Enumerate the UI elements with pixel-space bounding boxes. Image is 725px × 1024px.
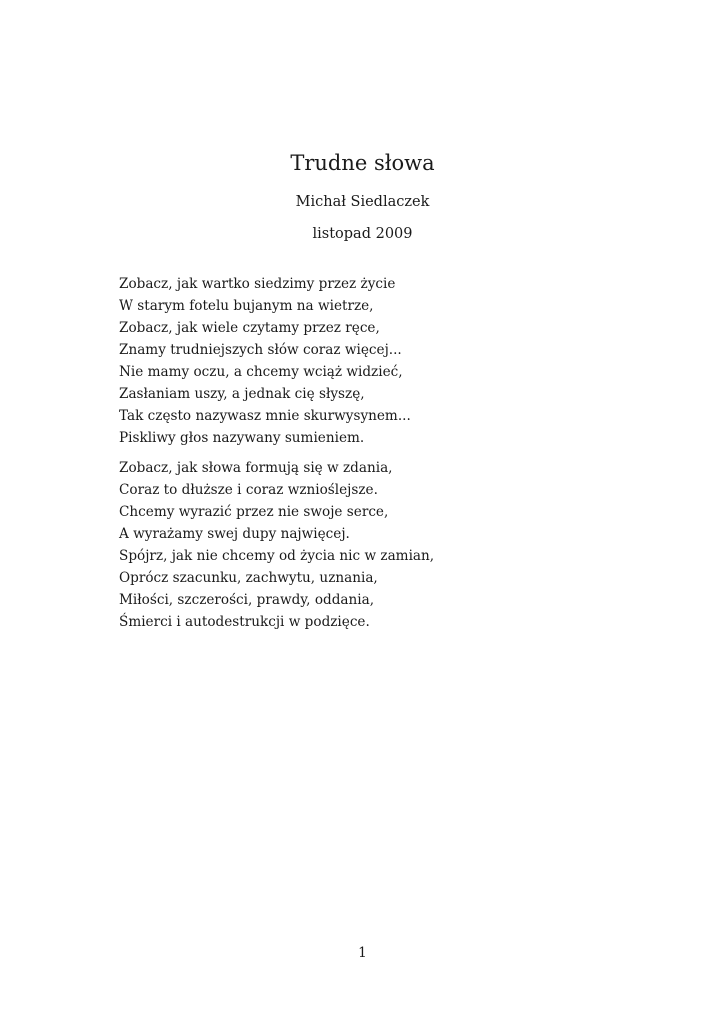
poem-line: Zobacz, jak słowa formują się w zdania, xyxy=(119,460,393,476)
poem-line: Znamy trudniejszych słów coraz więcej... xyxy=(119,342,402,358)
poem-line: Miłości, szczerości, prawdy, oddania, xyxy=(119,592,375,608)
poem-line: Zobacz, jak wartko siedzimy przez życie xyxy=(119,276,396,292)
stanza-1 xyxy=(119,273,639,449)
poem-line: Zobacz, jak wiele czytamy przez ręce, xyxy=(119,320,380,336)
stanza-2 xyxy=(119,457,639,633)
poem-line: Nie mamy oczu, a chcemy wciąż widzieć, xyxy=(119,364,403,380)
poem-line: Piskliwy głos nazywany sumieniem. xyxy=(119,430,365,446)
author-name: Michał Siedlaczek xyxy=(295,194,430,210)
poem-line: Zasłaniam uszy, a jednak cię słyszę, xyxy=(119,386,365,402)
poem-line: Chcemy wyrazić przez nie swoje serce, xyxy=(119,504,389,520)
page-number: 1 xyxy=(358,945,367,961)
poem-line: A wyrażamy swej dupy najwięcej. xyxy=(119,526,350,542)
poem-title: Trudne słowa xyxy=(290,151,435,175)
poem-line: Spójrz, jak nie chcemy od życia nic w zamian, xyxy=(119,548,435,564)
poem-line: Coraz to dłuższe i coraz wznioślejsze. xyxy=(119,482,378,498)
poem-line: W starym fotelu bujanym na wietrze, xyxy=(119,298,374,314)
publication-date: listopad 2009 xyxy=(312,226,413,242)
poem-line: Oprócz szacunku, zachwytu, uznania, xyxy=(119,570,378,586)
poem-line: Tak często nazywasz mnie skurwysynem... xyxy=(119,408,411,424)
poem-line: Śmierci i autodestrukcji w podzięce. xyxy=(119,614,370,630)
